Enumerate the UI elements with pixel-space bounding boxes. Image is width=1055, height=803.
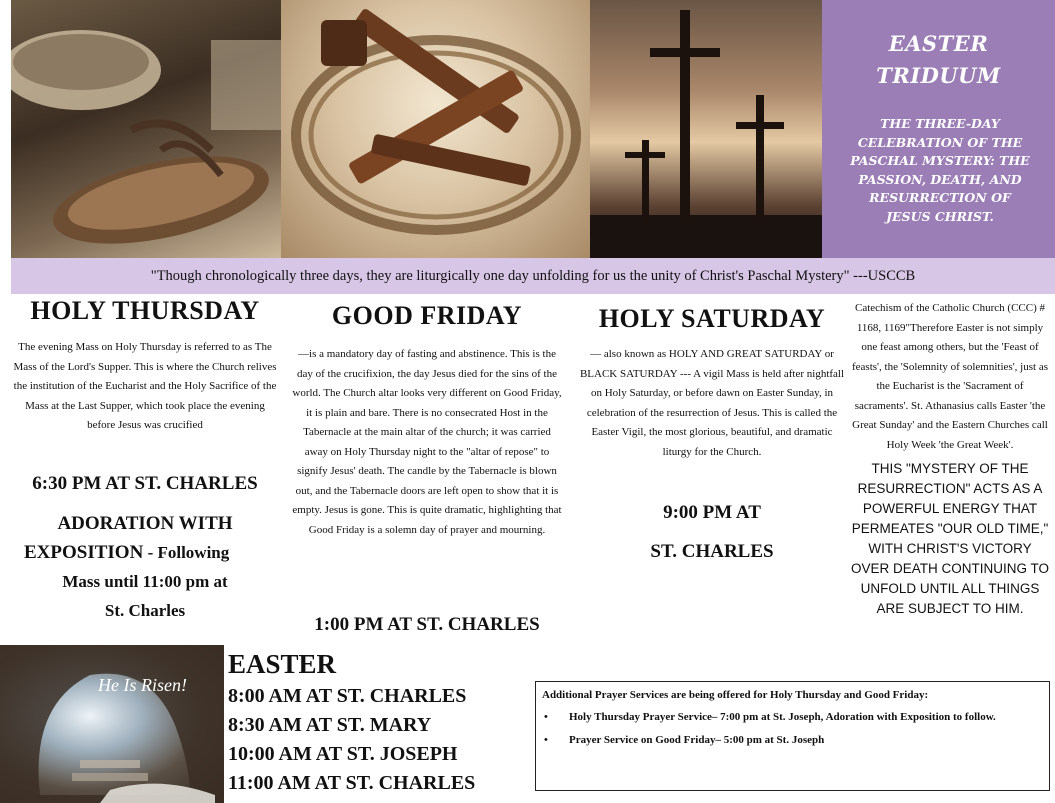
good-friday-section: [292, 296, 562, 635]
adoration-block: [10, 509, 280, 625]
holy-saturday-section: [578, 296, 846, 562]
adoration-line2: EXPOSITION: [24, 542, 144, 563]
adoration-line1: ADORATION WITH: [57, 513, 233, 534]
good-friday-time: 1:00 PM AT ST. CHARLES: [314, 614, 540, 635]
mystery-resurrection-text: THIS "MYSTERY OF THE RESURRECTION" ACTS AS A POWERFUL ENERGY THAT PERMEATES "OUR OLD TIME," WITH CHRIST'S VICTORY OVER DEATH CONTINUING TO UNFOLD UNTIL ALL THINGS ARE SUBJECT TO HIM.: [850, 461, 1050, 616]
holy-saturday-title: HOLY SATURDAY: [598, 304, 826, 333]
crosses-sunset-image: [590, 0, 822, 258]
good-friday-body: —is a mandatory day of fasting and abstinence. This is the day of the crucifixion, the day Jesus died for the sins of the world. The Church altar looks very different on Good Friday, it is plain and bare. There is no consecrated Host in the Tabernacle at the main altar of the church; it was carried away on Holy Thursday night to the "altar of repose" to signify Jesus' death. The candle by the Tabernacle is blown out, and the Tabernacle doors are left open to show that it is empty. Jesus is gone. This is quite dramatic, highlighting that Good Friday is a solemn day of prayer and mourning.: [292, 348, 562, 536]
holy-saturday-time: [578, 493, 846, 571]
bullet-icon: •: [544, 711, 548, 723]
adoration-line4: St. Charles: [104, 601, 186, 620]
he-is-risen-caption: He Is Risen!: [98, 675, 187, 695]
holy-thursday-body: The evening Mass on Holy Thursday is referred to as The Mass of the Lord's Supper. This is where the Church relives the institution of the Eucharist and the Holy Sacrifice of the Mass at the Last Supper, which took place the evening before Jesus was crucified: [13, 341, 277, 431]
catechism-quote: Catechism of the Catholic Church (CCC) # 1168, 1169"Therefore Easter is not simply one feast among others, but the 'Feast of feasts', the 'Solemnity of solemnities', just as the Eucharist is the 'Sacrament of sacraments'. St. Athanasius calls Easter 'the Great Sunday' and the Eastern Churches call Holy Week 'the Great Week'.: [852, 302, 1048, 451]
nails-thorns-image: [281, 0, 590, 258]
triduum-subtitle: THE THREE-DAY CELEBRATION OF THE PASCHAL MYSTERY: THE PASSION, DEATH, AND RESURRECTION OF JESUS CHRIST.: [850, 116, 1030, 224]
triduum-title-line1: EASTER: [888, 31, 989, 56]
holy-saturday-body: — also known as HOLY AND GREAT SATURDAY or BLACK SATURDAY --- A vigil Mass is held after nightfall on Holy Saturday, or before dawn on Easter Sunday, in celebration of the resurrection of Jesus. This is called the Easter Vigil, the most glorious, beautiful, and dramatic liturgy for the Church.: [579, 348, 845, 458]
empty-tomb-image: [0, 645, 224, 803]
easter-time-2: 8:30 AM AT ST. MARY: [228, 714, 432, 736]
catechism-section: [850, 299, 1050, 619]
adoration-line2-row: [10, 538, 280, 567]
easter-time-3: 10:00 AM AT ST. JOSEPH: [228, 743, 458, 765]
prayer-item-text: Holy Thursday Prayer Service– 7:00 pm at St. Joseph, Adoration with Exposition to follow.: [569, 711, 996, 723]
prayer-services-box: [535, 681, 1050, 791]
bowl-sandal-icon: [11, 0, 281, 258]
nails-thorns-icon: [281, 0, 590, 258]
holy-saturday-time-line1: 9:00 PM AT: [663, 502, 761, 523]
good-friday-title: GOOD FRIDAY: [331, 301, 523, 330]
triduum-panel: [822, 0, 1055, 258]
prayer-item: [542, 709, 1043, 726]
bowl-sandal-image: [11, 0, 281, 258]
holy-thursday-title: HOLY THURSDAY: [30, 296, 260, 325]
usccb-quote: "Though chronologically three days, they are liturgically one day unfolding for us the unity of Christ's Paschal Mystery" ---USCCB: [11, 258, 1055, 294]
easter-title: EASTER: [228, 649, 337, 679]
holy-saturday-time-line2: ST. CHARLES: [650, 541, 774, 562]
prayer-item: [542, 732, 1043, 749]
adoration-dash: - Following: [143, 543, 230, 562]
prayer-item-text: Prayer Service on Good Friday– 5:00 pm at St. Joseph: [569, 734, 825, 746]
easter-time-4: 11:00 AM AT ST. CHARLES: [228, 772, 476, 794]
triduum-title: [822, 28, 1055, 92]
holy-thursday-section: [10, 296, 280, 620]
holy-thursday-time: 6:30 PM AT ST. CHARLES: [32, 473, 258, 494]
prayer-services-heading: Additional Prayer Services are being offered for Holy Thursday and Good Friday:: [542, 689, 929, 701]
crosses-icon: [590, 0, 822, 258]
bullet-icon: •: [544, 734, 548, 746]
empty-tomb-icon: [0, 645, 224, 803]
easter-section: [228, 646, 528, 798]
triduum-title-line2: TRIDUUM: [876, 63, 1001, 88]
adoration-line3: Mass until 11:00 pm at: [62, 572, 228, 591]
easter-time-1: 8:00 AM AT ST. CHARLES: [228, 685, 467, 707]
